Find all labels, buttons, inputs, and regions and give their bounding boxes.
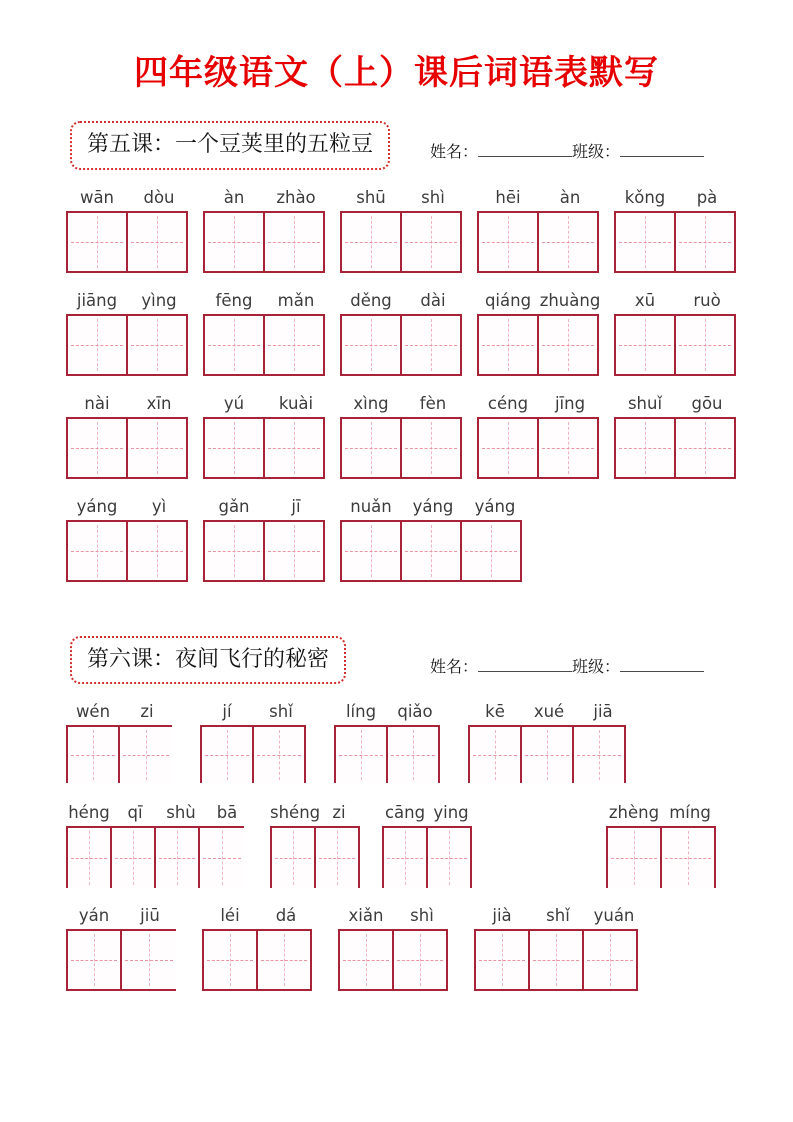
word-row (66, 702, 793, 783)
word-group (614, 394, 738, 479)
writing-cell[interactable] (66, 211, 128, 273)
pinyin-label: shǐ (546, 905, 570, 925)
pinyin-row (340, 188, 464, 208)
word-group (477, 291, 601, 376)
writing-cell[interactable] (392, 929, 448, 991)
section-header (70, 636, 793, 700)
pinyin-label: léi (220, 905, 240, 925)
pinyin-row (340, 291, 464, 311)
writing-cell[interactable] (614, 417, 676, 479)
writing-cell[interactable] (252, 725, 306, 783)
writing-cell[interactable] (263, 417, 325, 479)
pinyin-label: fēng (215, 290, 253, 310)
pinyin-label: zhèng (608, 802, 660, 822)
writing-cell[interactable] (382, 826, 428, 888)
pinyin-row (614, 394, 738, 414)
lesson-title: 第五课：一个豆荚里的五粒豆 (87, 131, 374, 156)
writing-boxes (202, 929, 314, 991)
pinyin-label: zhuàng (539, 290, 601, 310)
word-group (474, 906, 642, 991)
page-title: 四年级语文（上）课后词语表默写 (134, 53, 659, 93)
lesson-section (0, 121, 793, 582)
pinyin-label: xīn (146, 393, 172, 413)
writing-boxes (606, 826, 718, 888)
pinyin-row (203, 188, 327, 208)
class-field[interactable] (620, 658, 704, 672)
writing-cell[interactable] (674, 211, 736, 273)
writing-cell[interactable] (386, 725, 440, 783)
pinyin-label: jiāng (76, 290, 118, 310)
pinyin-label: yì (151, 496, 167, 516)
word-group (340, 497, 526, 582)
pinyin-label: qī (127, 802, 143, 822)
writing-cell[interactable] (154, 826, 200, 888)
pinyin-label: shéng (270, 802, 321, 822)
writing-boxes (382, 826, 474, 888)
writing-boxes (340, 211, 464, 273)
pinyin-row (338, 906, 450, 926)
writing-cell[interactable] (340, 314, 402, 376)
pinyin-label: cāng (384, 802, 426, 822)
writing-cell[interactable] (66, 520, 128, 582)
word-group (200, 702, 308, 783)
writing-boxes (66, 725, 174, 783)
writing-boxes (614, 211, 738, 273)
pinyin-label: xué (533, 701, 565, 721)
writing-boxes (477, 314, 601, 376)
pinyin-label: líng (345, 701, 377, 721)
pinyin-label: wén (75, 701, 111, 721)
writing-cell[interactable] (66, 826, 112, 888)
word-group (270, 803, 362, 888)
pinyin-row (477, 291, 601, 311)
pinyin-label: jiū (140, 905, 160, 925)
writing-boxes (474, 929, 642, 991)
word-group (66, 803, 250, 888)
writing-cell[interactable] (520, 725, 574, 783)
writing-cell[interactable] (660, 826, 716, 888)
writing-boxes (340, 520, 526, 582)
pinyin-label: kǒng (624, 187, 666, 207)
pinyin-row (203, 291, 327, 311)
word-group (614, 188, 738, 273)
writing-cell[interactable] (66, 417, 128, 479)
writing-cell[interactable] (572, 725, 626, 783)
pinyin-row (66, 394, 190, 414)
writing-cell[interactable] (537, 314, 599, 376)
pinyin-label: hēi (495, 187, 521, 207)
writing-cell[interactable] (203, 211, 265, 273)
writing-cell[interactable] (400, 211, 462, 273)
pinyin-row (66, 291, 190, 311)
word-group (468, 702, 630, 783)
writing-cell[interactable] (474, 929, 530, 991)
word-group (340, 394, 464, 479)
pinyin-label: wān (79, 187, 115, 207)
pinyin-row (474, 906, 642, 926)
writing-boxes (200, 725, 308, 783)
word-group (203, 394, 327, 479)
writing-cell[interactable] (270, 826, 316, 888)
pinyin-label: zhào (276, 187, 316, 207)
writing-cell[interactable] (66, 314, 128, 376)
writing-cell[interactable] (118, 725, 172, 783)
pinyin-label: mǎn (277, 290, 315, 310)
word-group (203, 188, 327, 273)
pinyin-label: àn (223, 187, 245, 207)
pinyin-row (340, 394, 464, 414)
writing-boxes (614, 314, 738, 376)
word-group (66, 906, 178, 991)
name-label: 姓名： (430, 658, 479, 676)
name-label: 姓名： (430, 144, 479, 161)
word-group (340, 291, 464, 376)
pinyin-label: jī (291, 496, 301, 516)
pinyin-label: héng (68, 802, 110, 822)
pinyin-label: nài (84, 393, 110, 413)
writing-cell[interactable] (126, 520, 188, 582)
pinyin-row (66, 702, 174, 722)
pinyin-row (477, 188, 601, 208)
word-row (66, 394, 793, 479)
pinyin-row (614, 188, 738, 208)
pinyin-label: yáng (474, 496, 516, 516)
pinyin-row (334, 702, 442, 722)
writing-boxes (340, 314, 464, 376)
writing-cell[interactable] (460, 520, 522, 582)
writing-cell[interactable] (582, 929, 638, 991)
writing-cell[interactable] (606, 826, 662, 888)
pinyin-label: jià (492, 905, 512, 925)
word-row (66, 906, 793, 991)
pinyin-label: zi (140, 701, 154, 721)
writing-boxes (203, 520, 327, 582)
pinyin-label: kuài (278, 393, 314, 413)
word-group (614, 291, 738, 376)
writing-cell[interactable] (126, 417, 188, 479)
writing-boxes (203, 314, 327, 376)
pinyin-label: jí (222, 701, 232, 721)
pinyin-label: xìng (353, 393, 389, 413)
writing-cell[interactable] (537, 211, 599, 273)
pinyin-label: bā (216, 802, 238, 822)
class-field[interactable] (620, 143, 704, 157)
class-label: 班级： (572, 144, 621, 161)
writing-cell[interactable] (614, 211, 676, 273)
word-group (203, 497, 327, 582)
writing-boxes (203, 211, 327, 273)
pinyin-row (477, 394, 601, 414)
pinyin-label: xū (634, 290, 656, 310)
pinyin-label: yán (78, 905, 110, 925)
lesson-title-box (70, 121, 390, 170)
word-group (66, 291, 190, 376)
word-group (203, 291, 327, 376)
writing-cell[interactable] (66, 725, 120, 783)
writing-boxes (66, 929, 178, 991)
word-group (477, 188, 601, 273)
pinyin-row (382, 803, 474, 823)
writing-boxes (66, 211, 190, 273)
pinyin-label: míng (669, 802, 711, 822)
pinyin-row (340, 497, 526, 517)
pinyin-label: yú (223, 393, 245, 413)
name-field[interactable] (478, 658, 572, 672)
pinyin-label: pà (696, 187, 718, 207)
writing-boxes (477, 211, 601, 273)
lesson-section (0, 636, 793, 991)
lesson-title-box (70, 636, 346, 685)
writing-cell[interactable] (110, 826, 156, 888)
writing-boxes (614, 417, 738, 479)
sections-container (0, 121, 793, 991)
writing-cell[interactable] (263, 520, 325, 582)
writing-cell[interactable] (203, 417, 265, 479)
writing-cell[interactable] (203, 314, 265, 376)
writing-cell[interactable] (468, 725, 522, 783)
writing-cell[interactable] (400, 417, 462, 479)
pinyin-row (66, 188, 190, 208)
pinyin-row (203, 394, 327, 414)
word-group (66, 702, 174, 783)
pinyin-label: shì (410, 905, 434, 925)
writing-boxes (66, 826, 250, 888)
writing-boxes (338, 929, 450, 991)
pinyin-label: céng (487, 393, 529, 413)
writing-cell[interactable] (200, 725, 254, 783)
pinyin-label: zi (332, 802, 346, 822)
pinyin-label: gǎn (218, 496, 250, 516)
word-group (477, 394, 601, 479)
pinyin-label: shù (166, 802, 196, 822)
writing-cell[interactable] (477, 314, 539, 376)
writing-boxes (340, 417, 464, 479)
pinyin-label: yìng (141, 290, 177, 310)
pinyin-label: yuán (593, 905, 635, 925)
class-label: 班级： (572, 658, 621, 676)
pinyin-label: qiǎo (397, 701, 433, 721)
writing-cell[interactable] (202, 929, 258, 991)
writing-cell[interactable] (528, 929, 584, 991)
pinyin-label: fèn (419, 393, 447, 413)
pinyin-row (66, 497, 190, 517)
word-group (66, 497, 190, 582)
pinyin-label: gōu (691, 393, 723, 413)
writing-cell[interactable] (263, 211, 325, 273)
pinyin-label: shū (356, 187, 386, 207)
writing-cell[interactable] (198, 826, 244, 888)
pinyin-label: yáng (412, 496, 454, 516)
writing-cell[interactable] (66, 929, 122, 991)
name-field[interactable] (478, 143, 572, 157)
pinyin-label: shuǐ (627, 393, 663, 413)
writing-cell[interactable] (400, 520, 462, 582)
word-row (66, 803, 793, 888)
pinyin-label: yáng (76, 496, 118, 516)
writing-boxes (270, 826, 362, 888)
writing-boxes (477, 417, 601, 479)
lesson-title: 第六课：夜间飞行的秘密 (87, 645, 330, 671)
writing-boxes (66, 417, 190, 479)
pinyin-label: dài (420, 290, 446, 310)
writing-boxes (66, 520, 190, 582)
writing-cell[interactable] (126, 211, 188, 273)
writing-boxes (334, 725, 442, 783)
pinyin-label: ying (433, 802, 469, 822)
writing-cell[interactable] (340, 417, 402, 479)
pinyin-row (202, 906, 314, 926)
pinyin-row (203, 497, 327, 517)
word-group (66, 188, 190, 273)
word-group (338, 906, 450, 991)
pinyin-row (200, 702, 308, 722)
writing-boxes (66, 314, 190, 376)
writing-cell[interactable] (537, 417, 599, 479)
word-group (202, 906, 314, 991)
pinyin-label: dá (275, 905, 297, 925)
writing-cell[interactable] (203, 520, 265, 582)
writing-cell[interactable] (126, 314, 188, 376)
writing-cell[interactable] (334, 725, 388, 783)
pinyin-row (270, 803, 362, 823)
pinyin-row (606, 803, 718, 823)
word-group (334, 702, 442, 783)
writing-cell[interactable] (263, 314, 325, 376)
name-class-line (430, 139, 704, 162)
writing-cell[interactable] (614, 314, 676, 376)
writing-cell[interactable] (340, 520, 402, 582)
pinyin-label: ruò (693, 290, 721, 310)
pinyin-label: xiǎn (348, 905, 384, 925)
word-group (66, 394, 190, 479)
section-header (70, 121, 793, 170)
word-row (66, 291, 793, 376)
word-row (66, 497, 793, 582)
writing-cell[interactable] (338, 929, 394, 991)
writing-cell[interactable] (477, 211, 539, 273)
pinyin-row (66, 803, 250, 823)
writing-cell[interactable] (674, 417, 736, 479)
word-group (382, 803, 474, 888)
pinyin-label: nuǎn (350, 496, 392, 516)
pinyin-label: shǐ (269, 701, 293, 721)
writing-cell[interactable] (426, 826, 472, 888)
writing-cell[interactable] (674, 314, 736, 376)
word-row (66, 188, 793, 273)
pinyin-row (468, 702, 630, 722)
pinyin-label: děng (350, 290, 392, 310)
pinyin-label: qiáng (484, 290, 532, 310)
pinyin-label: jīng (554, 393, 586, 413)
pinyin-label: àn (559, 187, 581, 207)
writing-boxes (468, 725, 630, 783)
writing-cell[interactable] (120, 929, 176, 991)
writing-cell[interactable] (314, 826, 360, 888)
pinyin-row (66, 906, 178, 926)
name-class-line (430, 654, 704, 677)
pinyin-label: kē (485, 701, 505, 721)
pinyin-label: shì (421, 187, 445, 207)
pinyin-row (614, 291, 738, 311)
pinyin-label: jiā (593, 701, 613, 721)
word-group (340, 188, 464, 273)
pinyin-label: dòu (143, 187, 175, 207)
writing-cell[interactable] (477, 417, 539, 479)
writing-cell[interactable] (256, 929, 312, 991)
writing-cell[interactable] (400, 314, 462, 376)
writing-boxes (203, 417, 327, 479)
word-group (606, 803, 718, 888)
writing-cell[interactable] (340, 211, 402, 273)
